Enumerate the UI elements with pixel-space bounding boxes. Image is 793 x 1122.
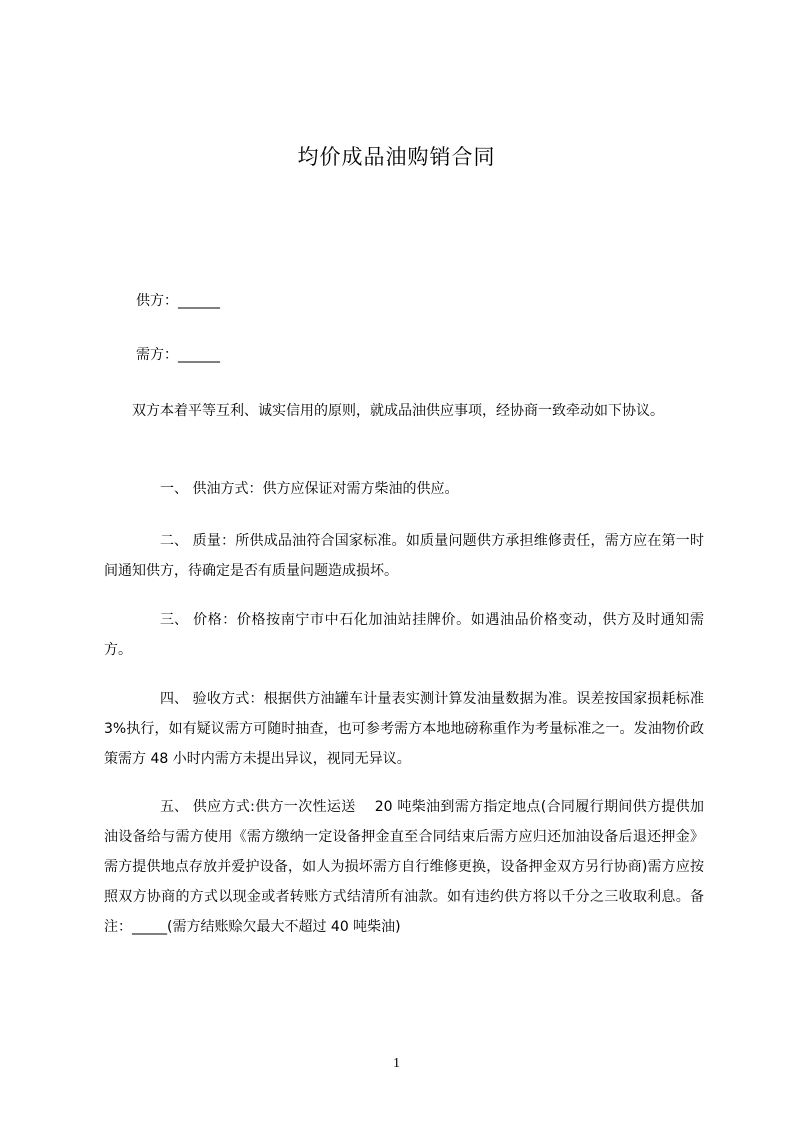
document-title: 均价成品油购销合同 xyxy=(297,145,496,169)
supplier-line: 供方：______ xyxy=(136,293,220,309)
clause-3-label: 三、 xyxy=(160,612,188,628)
clause-5-label: 五、 xyxy=(160,799,188,815)
intro-paragraph: 双方本着平等互利、诚实信用的原则，就成品油供应事项，经协商一致牵动如下协议。 xyxy=(132,403,664,419)
clause-3-text: 价格：价格按南宁市中石化加油站挂牌价。如遇油品价格变动，供方及时通知需方。 xyxy=(104,612,705,658)
clause-5-text: 供应方式:供方一次性运送 20 吨柴油到需方指定地点(合同履行期间供方提供加油设备给与需方使用《需方缴纳一定设备押金直至合同结束后需方应归还加油设备后退还押金》需方提供地点存放并爱护设备，如人为损坏需方自行维修更换，设备押金双方另行协商)需方应按照双方协商的方式以现金或者转账方式结清所有油款。如有违约供方将以千分之三收取利息。备注：_____(需方结账赊欠最大不超过 40 吨柴油) xyxy=(104,799,704,935)
clause-2-text: 质量：所供成品油符合国家标准。如质量问题供方承担维修责任，需方应在第一时间通知供方，待确定是否有质量问题造成损坏。 xyxy=(104,533,705,579)
clause-4-label: 四、 xyxy=(160,691,188,707)
clause-2 xyxy=(104,526,704,586)
clause-4-text: 验收方式：根据供方油罐车计量表实测计算发油量数据为准。误差按国家损耗标准 3%执行，如有疑议需方可随时抽查，也可参考需方本地地磅称重作为考量标准之一。发油物价政策需方 48 小时内需方未提出异议，视同无异议。 xyxy=(104,691,705,767)
clause-1-label: 一、 xyxy=(160,481,188,497)
buyer-line: 需方：______ xyxy=(136,347,220,363)
clause-1 xyxy=(104,474,704,504)
page-number: 1 xyxy=(393,1056,400,1071)
clause-1-text: 供油方式：供方应保证对需方柴油的供应。 xyxy=(192,481,459,497)
clause-4 xyxy=(104,684,704,774)
clause-3 xyxy=(104,605,704,665)
clause-5 xyxy=(104,792,704,942)
clause-2-label: 二、 xyxy=(160,533,188,549)
